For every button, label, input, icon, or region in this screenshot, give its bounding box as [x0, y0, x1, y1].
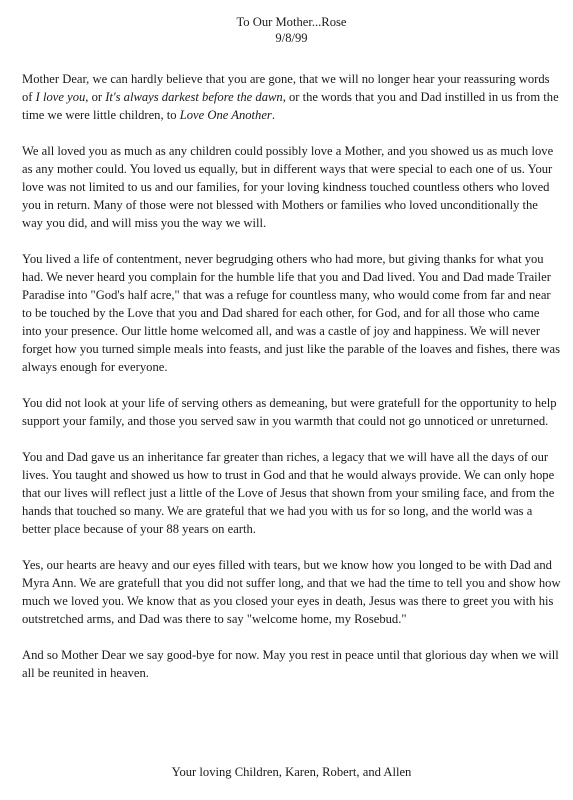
paragraph-1-text-d: . [271, 108, 275, 122]
paragraph-1-text-c: , or the words that you and Dad instilled in us from the time we were little children, to [22, 90, 559, 122]
paragraph-4: You did not look at your life of serving others as demeaning, but were gratefull for the opportunity to help support your family, and those you served saw in you warmth that could not go unnoticed or unreturned. [22, 396, 557, 428]
paragraph-5: You and Dad gave us an inheritance far greater than riches, a legacy that we will have all the days of our lives. You taught and showed us how to trust in God and that he would always provide. We can only hope that our lives will reflect just a little of the Love of Jesus that shown from your smiling face, and from the hands that touched so many. We are grateful that we had you with us for so long, and the world was a better place because of your 88 years on earth. [22, 450, 555, 536]
letter-closing [0, 764, 573, 780]
quote-i-love-you: I love you [35, 90, 86, 104]
paragraph-2: We all loved you as much as any children could possibly love a Mother, and you showed us as much love as any mother could. You loved us equally, but in different ways that were special to each one of us. Your love was not limited to us and our families, for your loving kindness touched countless others who loved you in return. Many of those were not blessed with Mothers or families who loved unconditionally the way you did, and will miss you the way we will. [22, 144, 554, 230]
letter-date: 9/8/99 [275, 31, 308, 45]
paragraph-7: And so Mother Dear we say good-bye for now. May you rest in peace until that glorious day when we will all be reunited in heaven. [22, 648, 559, 680]
letter-title: To Our Mother...Rose [236, 15, 347, 29]
letter-header [0, 14, 573, 46]
paragraph-3: You lived a life of contentment, never begrudging others who had more, but giving thanks for what you had. We never heard you complain for the humble life that you and Dad lived. You and Dad made Trailer Paradise into "God's half acre," that was a refuge for countless many, who would come from far and near to be touched by the Love that you and Dad shared for each other, for God, and for all those who came into your presence. Our little home welcomed all, and was a castle of joy and happiness. We will never forget how you turned simple meals into feasts, and just like the parable of the loaves and fishes, there was always enough for everyone. [22, 252, 561, 374]
letter-body [22, 70, 562, 700]
quote-darkest-before-dawn: It's always darkest before the dawn [105, 90, 283, 104]
quote-love-one-another: Love One Another [179, 108, 272, 122]
paragraph-6: Yes, our hearts are heavy and our eyes filled with tears, but we know how you longed to be with Dad and Myra Ann. We are gratefull that you did not suffer long, and that we had the time to tell you and show how much we loved you. We know that as you closed your eyes in death, Jesus was there to greet you with his outstretched arms, and Dad was there to say "welcome home, my Rosebud." [22, 558, 561, 626]
paragraph-1-text-b: , or [85, 90, 106, 104]
paragraph-1-text-a: Mother Dear, we can hardly believe that you are gone, that we will no longer hear your reassuring words of [22, 72, 550, 104]
paragraph-1 [22, 70, 562, 124]
signature-line: Your loving Children, Karen, Robert, and Allen [171, 765, 412, 779]
